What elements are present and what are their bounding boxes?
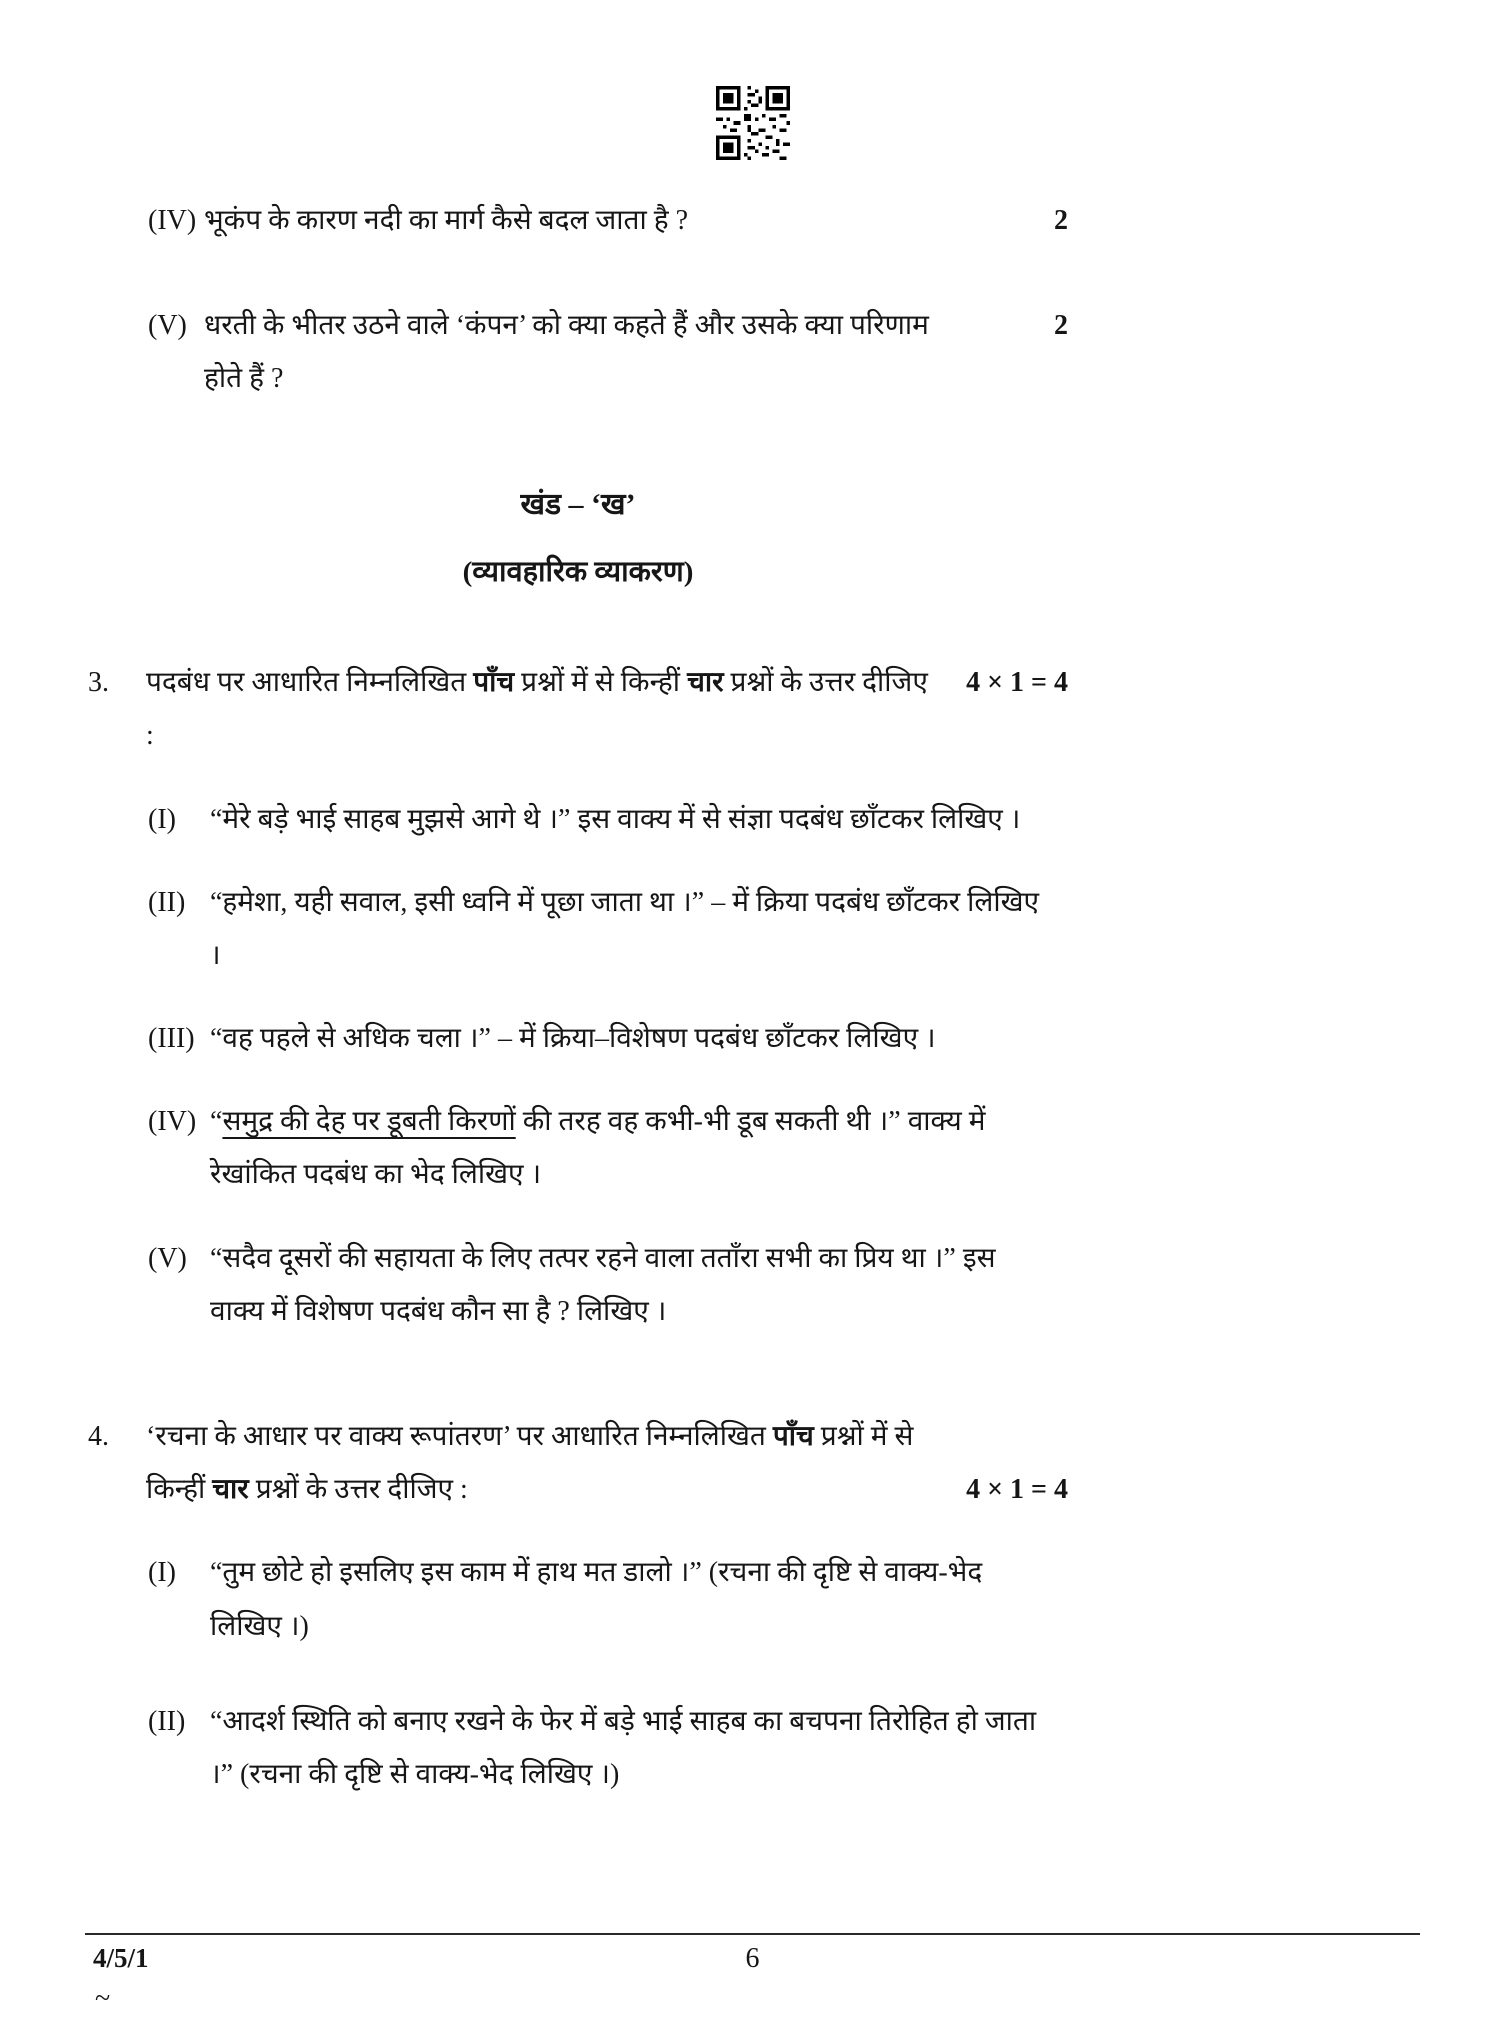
section-subtitle: (व्यावहारिक व्याकरण) <box>462 555 694 588</box>
sub-question-number: (II) <box>148 886 186 918</box>
marks-scheme: 4 × 1 = 4 <box>966 1474 1068 1506</box>
question-number: 3. <box>88 667 109 699</box>
marks-scheme: 4 × 1 = 4 <box>966 667 1068 699</box>
sub-question-number: (I) <box>148 1557 176 1589</box>
paper-code: 4/5/1 <box>93 1943 149 1973</box>
intro-text: ‘रचना के आधार पर वाक्य रूपांतरण’ पर आधारित निम्नलिखित <box>146 1421 773 1453</box>
question-number: (IV) <box>148 205 197 236</box>
sub-question-text <box>210 1095 1068 1201</box>
sub-question-text: “सदैव दूसरों की सहायता के लिए तत्पर रहने वाला तताँरा सभी का प्रिय था ।” इस वाक्य में विशेषण पदबंध कौन सा है ? लिखिए । <box>210 1242 996 1327</box>
intro-text: प्रश्नों में से किन्हीं <box>146 1421 914 1506</box>
intro-bold: पाँच <box>772 1421 814 1453</box>
sub-question-number: (IV) <box>148 1106 197 1138</box>
sub-question <box>148 1232 1068 1338</box>
section-title: खंड – ‘ख’ <box>520 487 636 521</box>
intro-text: प्रश्नों में से किन्हीं <box>514 667 688 699</box>
question-4-header <box>88 1410 1068 1516</box>
question-3-header <box>88 656 1068 762</box>
sub-question-rest: की तरह वह कभी-भी डूब सकती थी ।” वाक्य में रेखांकित पदबंध का भेद लिखिए । <box>210 1106 986 1191</box>
qr-code <box>0 0 1505 160</box>
sub-question <box>148 1695 1068 1801</box>
sub-question <box>148 876 1068 982</box>
sub-question-number: (III) <box>148 1023 195 1055</box>
question-intro <box>146 1410 1068 1516</box>
sub-question <box>148 1095 1068 1201</box>
marks-value: 2 <box>1054 310 1068 342</box>
sub-question-number: (V) <box>148 1242 187 1274</box>
intro-bold: चार <box>687 667 724 699</box>
page-footer <box>85 1933 1420 2014</box>
sub-question-text: “मेरे बड़े भाई साहब मुझसे आगे थे ।” इस वाक्य में से संज्ञा पदबंध छाँटकर लिखिए । <box>210 803 1021 835</box>
intro-text: पदबंध पर आधारित निम्नलिखित <box>146 667 474 699</box>
sub-question-number: (II) <box>148 1705 186 1737</box>
intro-text: प्रश्नों के उत्तर दीजिए : <box>146 667 928 752</box>
sub-question-text: “तुम छोटे हो इसलिए इस काम में हाथ मत डालो ।” (रचना की दृष्टि से वाक्य-भेद लिखिए ।) <box>210 1557 983 1642</box>
question-text: धरती के भीतर उठने वाले ‘कंपन’ को क्या कहते हैं और उसके क्या परिणाम होते हैं ? <box>204 310 929 395</box>
question-text: भूकंप के कारण नदी का मार्ग कैसे बदल जाता है ? <box>204 205 689 236</box>
question-number: 4. <box>88 1421 109 1453</box>
sub-question-number: (I) <box>148 803 176 835</box>
sub-question <box>148 1546 1068 1652</box>
page-content <box>88 194 1068 1801</box>
page-number: 6 <box>745 1943 760 1974</box>
intro-bold: चार <box>212 1474 249 1506</box>
question-number: (V) <box>148 310 187 342</box>
sub-question-text: “वह पहले से अधिक चला ।” – में क्रिया–विशेषण पदबंध छाँटकर लिखिए । <box>210 1023 936 1055</box>
qr-code-image <box>716 86 790 160</box>
intro-bold: पाँच <box>473 667 515 699</box>
question-row-v <box>148 299 1068 405</box>
question-intro <box>146 656 1068 762</box>
question-4-items <box>148 1546 1068 1801</box>
question-3-items <box>148 793 1068 1339</box>
sub-question-text: “हमेशा, यही सवाल, इसी ध्वनि में पूछा जाता था ।” – में क्रिया पदबंध छाँटकर लिखिए । <box>210 886 1039 971</box>
sub-question-text: “आदर्श स्थिति को बनाए रखने के फेर में बड़े भाई साहब का बचपना तिरोहित हो जाता ।” (रचना की दृष्टि से वाक्य-भेद लिखिए ।) <box>210 1705 1037 1790</box>
footer-row <box>85 1943 1420 2014</box>
marks-value: 2 <box>1054 205 1068 236</box>
quote-open: “ <box>210 1106 223 1138</box>
underlined-phrase: समुद्र की देह पर डूबती किरणों <box>222 1106 516 1138</box>
question-row-iv <box>148 194 1068 247</box>
tilde-mark: ~ <box>95 1983 111 2014</box>
intro-text: प्रश्नों के उत्तर दीजिए : <box>248 1474 468 1506</box>
sub-question <box>148 1012 1068 1065</box>
sub-question <box>148 793 1068 846</box>
